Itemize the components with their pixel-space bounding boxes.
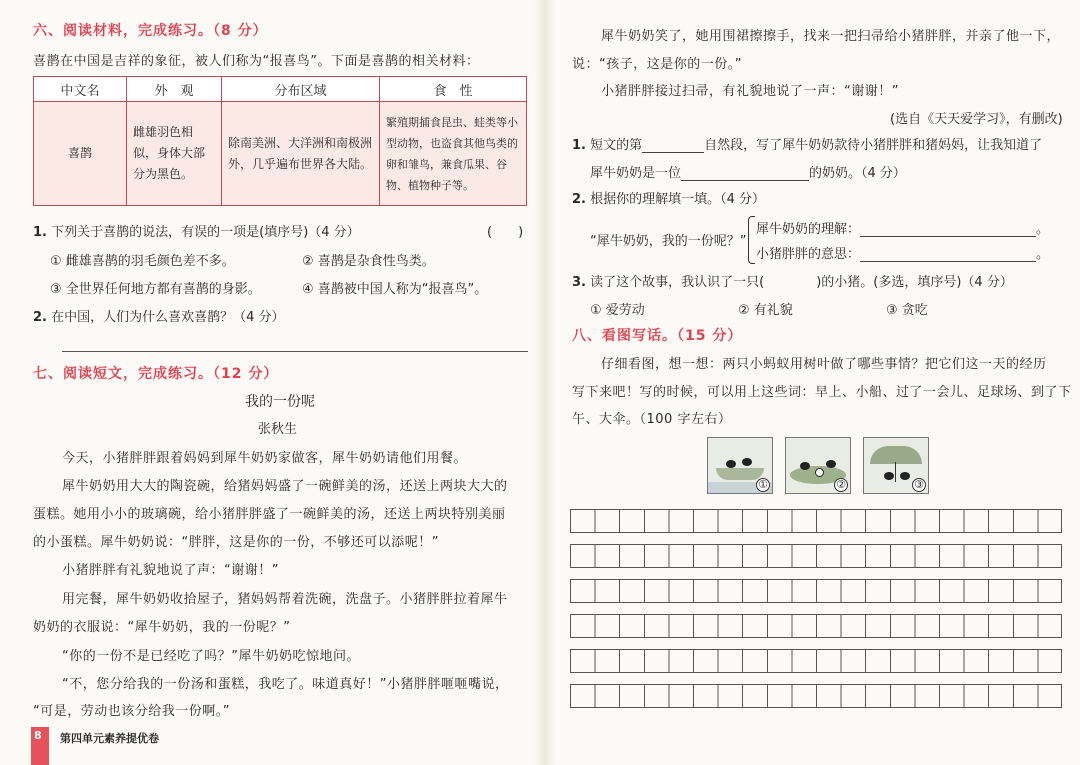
table-header: 外 观 <box>127 77 222 102</box>
branch-label: 小猪胖胖的意思： <box>756 247 861 262</box>
section-6-title: 六、阅读材料，完成练习。（8 分） <box>33 23 268 39</box>
picture-boat <box>707 437 773 494</box>
blank-description[interactable] <box>681 165 809 181</box>
grid-row[interactable] <box>570 509 1062 533</box>
question-text: 自然段，写了犀牛奶奶款待小猪胖胖和猪妈妈，让我知道了 <box>704 138 1043 153</box>
option-2: ② 喜鹊是杂食性鸟类。 <box>302 254 435 269</box>
grid-row[interactable] <box>570 614 1062 638</box>
instruction-line: 写下来吧！写的时候，可以用上这些词：早上、小船、过了一会儿、足球场、到了下 <box>572 385 1072 400</box>
story-line: “可是，劳动也该分给我一份啊。” <box>33 704 230 719</box>
story-line: 说：“孩子，这是你的一份。” <box>572 57 742 72</box>
question-text: 读了这个故事，我认识了一只( )的小猪。(多选，填序号)（4 分） <box>590 275 1013 290</box>
leaf-boat-icon <box>716 468 764 480</box>
right-question-1 <box>572 134 1042 153</box>
table-cell-area: 除南美洲、大洋洲和南极洲外，几乎遍布世界各大陆。 <box>222 102 380 206</box>
table-header: 分布区域 <box>222 77 380 102</box>
picture-football <box>785 437 851 494</box>
question-number: 2. <box>33 310 47 325</box>
branch-pig <box>756 243 1049 262</box>
table-cell-food: 繁殖期捕食昆虫、蛙类等小型动物，也盗食其他鸟类的卵和雏鸟，兼食瓜果、谷物、植物种子等。 <box>380 102 527 206</box>
question-text: 下列关于喜鹊的说法，有误的一项是(填序号)（4 分） <box>51 225 360 240</box>
story-line: 今天，小猪胖胖跟着妈妈到犀牛奶奶家做客，犀牛奶奶请他们用餐。 <box>62 451 468 466</box>
option-4: ④ 喜鹊被中国人称为“报喜鸟”。 <box>302 282 488 297</box>
story-line: 小猪胖胖接过扫帚，有礼貌地说了一声：“谢谢！” <box>601 84 899 99</box>
grid-row[interactable] <box>570 684 1062 708</box>
table-header: 中文名 <box>34 77 127 102</box>
question-number: 1. <box>33 225 47 240</box>
page-number: 8 <box>34 729 42 742</box>
instruction-line: 仔细看图，想一想：两只小蚂蚁用树叶做了哪些事情？把它们这一天的经历 <box>601 357 1047 372</box>
section-8-title: 八、看图写话。（15 分） <box>572 328 743 344</box>
right-question-3 <box>572 271 1013 290</box>
question-number: 2. <box>572 192 586 207</box>
left-question-1 <box>33 221 360 240</box>
brace <box>748 216 755 264</box>
grid-row[interactable] <box>570 579 1062 603</box>
picture-number: ② <box>834 478 848 492</box>
story-line: 犀牛奶奶用大大的陶瓷碗，给猪妈妈盛了一碗鲜美的汤，还送上两块大大的 <box>62 479 508 494</box>
grid-row[interactable] <box>570 649 1062 673</box>
section-7-title: 七、阅读短文，完成练习。（12 分） <box>33 366 279 382</box>
answer-line[interactable] <box>62 351 528 352</box>
question-number: 3. <box>572 275 586 290</box>
period: 。 <box>1036 222 1050 237</box>
instruction-line: 午、大伞。（100 字左右） <box>572 412 732 427</box>
answer-paren[interactable]: ( ) <box>487 225 524 240</box>
footer-text: 第四单元素养提优卷 <box>60 732 159 745</box>
ball-icon <box>815 468 824 477</box>
blank-paragraph[interactable] <box>642 137 704 153</box>
quote-text: “犀牛奶奶，我的一份呢？” <box>590 234 747 249</box>
branch-label: 犀牛奶奶的理解： <box>756 222 861 237</box>
magpie-info-table <box>33 76 527 206</box>
question-text: 短文的第 <box>590 138 643 153</box>
right-question-1-cont <box>590 162 906 181</box>
page-gutter <box>534 0 556 765</box>
picture-number: ① <box>756 478 770 492</box>
left-question-2 <box>33 306 285 325</box>
story-line: 奶奶的衣服说：“犀牛奶奶，我的一份呢？” <box>33 620 291 635</box>
story-line: 小猪胖胖有礼貌地说了声：“谢谢！” <box>62 563 279 578</box>
section-6-intro: 喜鹊在中国是吉祥的象征，被人们称为“报喜鸟”。下面是喜鹊的相关材料： <box>33 54 480 69</box>
question-text: 的奶奶。（4 分） <box>809 166 906 181</box>
leaf-umbrella-icon <box>870 446 922 464</box>
question-number: 1. <box>572 138 586 153</box>
question-text: 根据你的理解填一填。（4 分） <box>590 192 766 207</box>
question-text: 犀牛奶奶是一位 <box>590 166 682 181</box>
blank-pig-meaning[interactable] <box>860 246 1036 262</box>
option-3: ③ 全世界任何地方都有喜鹊的身影。 <box>50 282 261 297</box>
story-line: 的小蛋糕。犀牛奶奶说：“胖胖，这是你的一份，不够还可以添呢！” <box>33 535 439 550</box>
picture-number: ③ <box>912 478 926 492</box>
grid-row[interactable] <box>570 544 1062 568</box>
table-cell-name: 喜鹊 <box>34 102 127 206</box>
story-line: 蛋糕。她用小小的玻璃碗，给小猪胖胖盛了一碗鲜美的汤，还送上两块特别美丽 <box>33 507 506 522</box>
table-cell-look: 雌雄羽色相似，身体大部分为黑色。 <box>127 102 222 206</box>
option-2: ② 有礼貌 <box>738 303 793 318</box>
story-title: 我的一份呢 <box>245 394 315 410</box>
story-line: “不，您分给我的一份汤和蛋糕，我吃了。味道真好！”小猪胖胖咂咂嘴说， <box>62 677 509 692</box>
story-line: “你的一份不是已经吃了吗？”犀牛奶奶吃惊地问。 <box>62 649 360 664</box>
writing-grid[interactable] <box>570 509 1062 709</box>
story-line: 犀牛奶奶笑了，她用围裙擦擦手，找来一把扫帚给小猪胖胖，并亲了他一下， <box>601 29 1061 44</box>
right-question-2 <box>572 188 765 207</box>
option-1: ① 爱劳动 <box>590 303 645 318</box>
story-source: (选自《天天爱学习》，有删改) <box>890 112 1063 127</box>
table-header: 食 性 <box>380 77 527 102</box>
blank-rhino-understanding[interactable] <box>860 221 1036 237</box>
story-line: 用完餐，犀牛奶奶收拾屋子，猪妈妈帮着洗碗，洗盘子。小猪胖胖拉着犀牛 <box>62 592 508 607</box>
option-1: ① 雌雄喜鹊的羽毛颜色差不多。 <box>50 254 235 269</box>
question-text: 在中国，人们为什么喜欢喜鹊？（4 分） <box>51 310 285 325</box>
branch-rhino <box>756 218 1049 237</box>
option-3: ③ 贪吃 <box>886 303 928 318</box>
picture-umbrella <box>863 437 929 494</box>
story-author: 张秋生 <box>258 422 298 437</box>
period: 。 <box>1036 247 1050 262</box>
